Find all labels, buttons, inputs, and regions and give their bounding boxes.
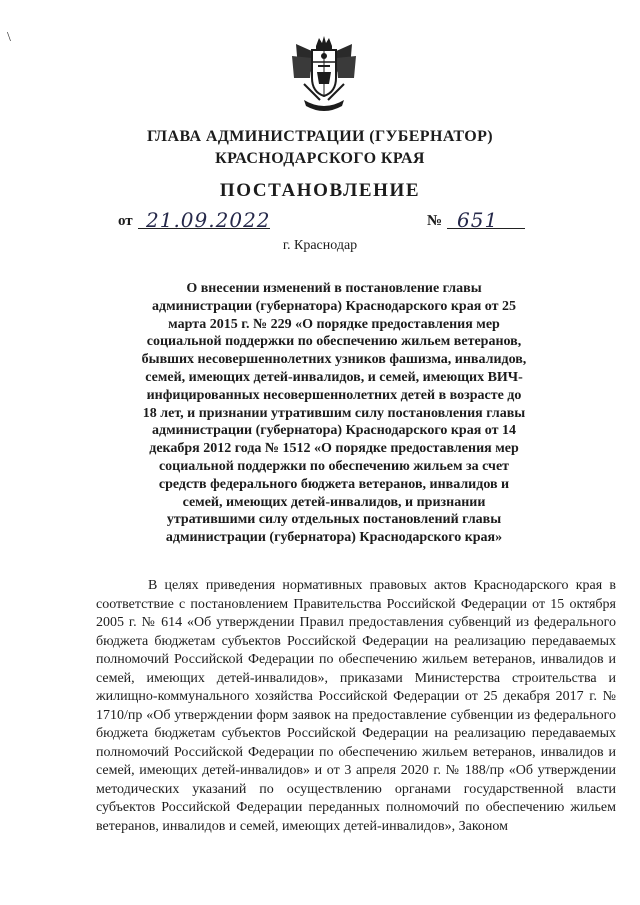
coat-of-arms-emblem	[290, 32, 358, 116]
body-paragraph: В целях приведения нормативных правовых актов Краснодарского края в соответствие с постановлением Правительства Российской Федерации от 15 октября 2005 г. № 614 «Об утверждении Правил предоставления субвенций из федерального бюджета бюджетам субъектов Российской Федерации на реализацию передаваемых полномочий Российской Федерации по обеспечению жильем ветеранов, инвалидов и семей, имеющих детей-инвалидов», приказами Министерства строительства и жилищно-коммунального хозяйства Российской Федерации от 25 декабря 2017 г. № 1710/пр «Об утверждении форм заявок на предоставление субвенции из федерального бюджета бюджетам субъектов Российской Федерации на реализацию передаваемых полномочий Российской Федерации по обеспечению жильем ветеранов, инвалидов и семей, имеющих детей-инвалидов» и от 3 апреля 2020 г. № 188/пр «Об утверждении методических указаний по осуществлению органами государственной власти субъектов Российской Федерации переданных полномочий по обеспечению жильем ветеранов, инвалидов и семей, имеющих детей-инвалидов», Законом	[96, 578, 616, 834]
authority-name-line2: КРАСНОДАРСКОГО КРАЯ	[215, 150, 425, 167]
authority-name-line1: ГЛАВА АДМИНИСТРАЦИИ (ГУБЕРНАТОР)	[147, 128, 493, 145]
corner-mark: \	[7, 30, 11, 45]
number-value: 651	[457, 208, 499, 232]
document-title: О внесении изменений в постановление главы администрации (губернатора) Краснодарского края от 25 марта 2015 г. № 229 «О порядке предоставления мер социальной поддержки по обеспечению жильем ветеранов, бывших несовершеннолетних узников фашизма, инвалидов, семей, имеющих детей-инвалидов, и семей, имеющих ВИЧ-инфицированных несовершеннолетних детей в возрасте до 18 лет, и признании утратившим силу постановления главы администрации (губернатора) Краснодарского края от 14 декабря 2012 года № 1512 «О порядке предоставления мер социальной поддержки по обеспечению жильем за счет средств федерального бюджета ветеранов, инвалидов и семей, имеющих детей-инвалидов, и признании утратившими силу отдельных постановлений главы администрации (губернатора) Краснодарского края»	[141, 281, 527, 546]
date-label: от	[118, 213, 133, 229]
number-label: №	[427, 213, 443, 229]
date-value: 21.09.2022	[146, 208, 271, 232]
document-type-heading: ПОСТАНОВЛЕНИЕ	[219, 180, 421, 201]
city-line: г. Краснодар	[282, 238, 358, 253]
